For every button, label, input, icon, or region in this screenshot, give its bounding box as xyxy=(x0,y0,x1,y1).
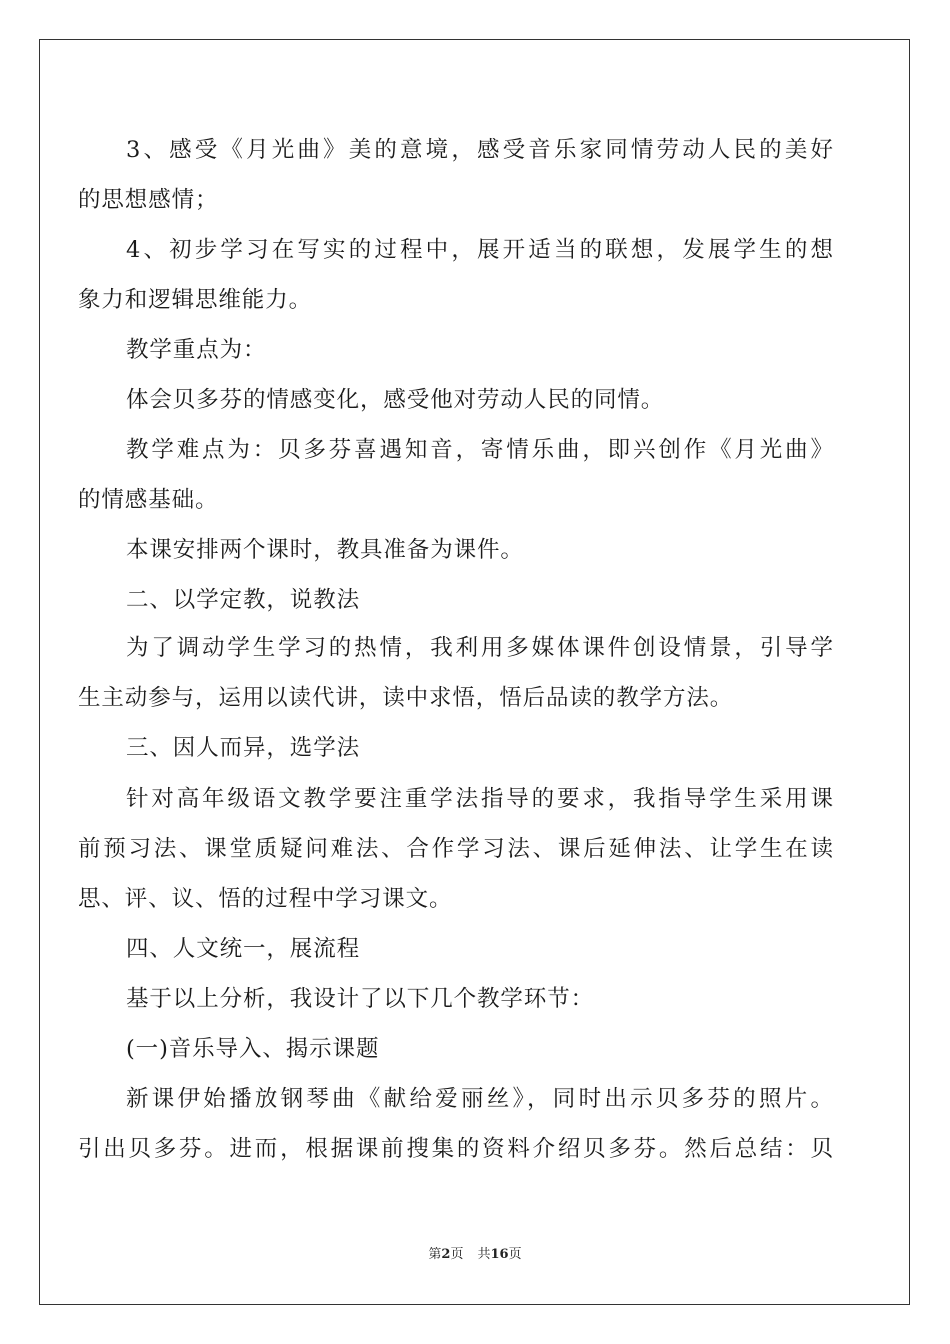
page-footer xyxy=(0,1246,950,1264)
text-line: 思、评、议、悟的过程中学习课文。 xyxy=(78,886,453,912)
text-line: 的思想感情； xyxy=(78,187,219,213)
text-line: 三、因人而异，选学法 xyxy=(126,735,361,761)
text-line: 四、人文统一，展流程 xyxy=(126,936,361,962)
text-line: 针对高年级语文教学要注重学法指导的要求，我指导学生采用课 xyxy=(126,786,833,812)
text-line: 二、以学定教，说教法 xyxy=(126,587,361,613)
total-unit: 页 xyxy=(508,1247,522,1262)
text-line: 教学难点为：贝多芬喜遇知音，寄情乐曲，即兴创作《月光曲》 xyxy=(126,437,833,463)
text-line: 体会贝多芬的情感变化，感受他对劳动人民的同情。 xyxy=(126,387,665,413)
text-line: 的情感基础。 xyxy=(78,487,219,513)
page-current: 2 xyxy=(441,1247,451,1262)
text-line: 生主动参与，运用以读代讲，读中求悟，悟后品读的教学方法。 xyxy=(78,685,734,711)
text-line: 为了调动学生学习的热情，我利用多媒体课件创设情景，引导学 xyxy=(126,635,833,661)
text-line: 教学重点为： xyxy=(126,337,267,363)
page-prefix: 第 xyxy=(428,1247,442,1262)
text-line: 前预习法、课堂质疑问难法、合作学习法、课后延伸法、让学生在读 xyxy=(78,836,833,862)
page-border xyxy=(39,39,910,1305)
total-prefix: 共 xyxy=(477,1247,491,1262)
text-line: 象力和逻辑思维能力。 xyxy=(78,287,313,313)
page-unit: 页 xyxy=(450,1247,464,1262)
text-line: 3、感受《月光曲》美的意境，感受音乐家同情劳动人民的美好 xyxy=(126,137,833,163)
text-line: 基于以上分析，我设计了以下几个教学环节： xyxy=(126,986,595,1012)
text-line: 新课伊始播放钢琴曲《献给爱丽丝》，同时出示贝多芬的照片。 xyxy=(126,1086,833,1112)
text-line: 本课安排两个课时，教具准备为课件。 xyxy=(126,537,524,563)
text-line: (一)音乐导入、揭示课题 xyxy=(126,1036,380,1062)
text-line: 4、初步学习在写实的过程中，展开适当的联想，发展学生的想 xyxy=(126,237,833,263)
text-line: 引出贝多芬。进而，根据课前搜集的资料介绍贝多芬。然后总结：贝 xyxy=(78,1136,833,1162)
page-total: 16 xyxy=(490,1247,509,1262)
